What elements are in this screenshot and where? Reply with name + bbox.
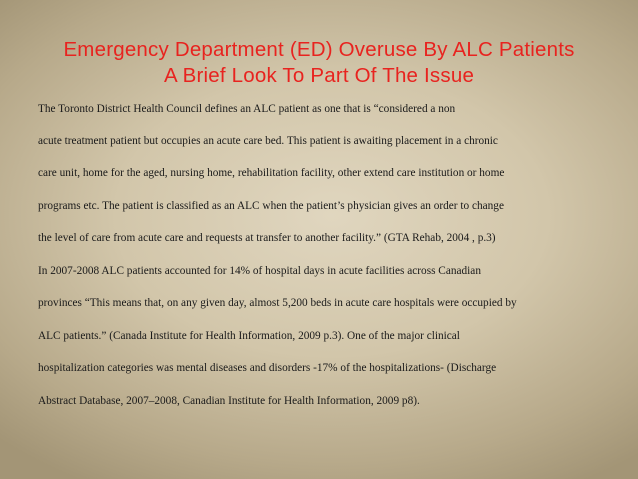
body-text-line: The Toronto District Health Council defines an ALC patient as one that is “considered a non [38,103,456,115]
slide-title-line-2: A Brief Look To Part Of The Issue [163,64,475,87]
body-text-line: ALC patients.” (Canada Institute for Health Information, 2009 p.3). One of the major clinical [38,330,460,342]
body-text-line: care unit, home for the aged, nursing home, rehabilitation facility, other extend care institution or home [38,167,505,179]
slide-title-line-1: Emergency Department (ED) Overuse By ALC Patients [63,38,575,61]
body-text-line: programs etc. The patient is classified as an ALC when the patient’s physician gives an order to change [38,200,504,212]
body-text-line: Abstract Database, 2007–2008, Canadian Institute for Health Information, 2009 p8). [38,395,420,407]
body-text-line: In 2007-2008 ALC patients accounted for 14% of hospital days in acute facilities across Canadian [38,265,481,277]
body-text-line: the level of care from acute care and requests at transfer to another facility.” (GTA Rehab, 2004 , p.3) [38,232,496,244]
body-text-line: provinces “This means that, on any given day, almost 5,200 beds in acute care hospitals were occupied by [38,297,517,309]
body-text-line: acute treatment patient but occupies an acute care bed. This patient is awaiting placement in a chronic [38,135,498,147]
body-text-line: hospitalization categories was mental diseases and disorders -17% of the hospitalizations- (Discharge [38,362,497,374]
